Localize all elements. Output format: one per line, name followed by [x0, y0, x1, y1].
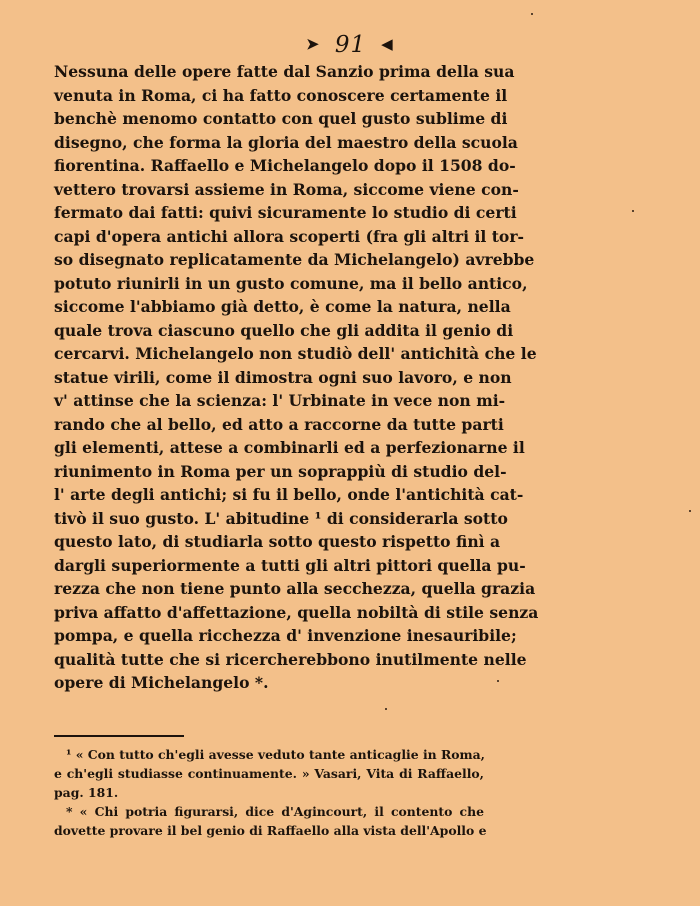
text-line: rezza che non tiene punto alla secchezza, quella grazia [54, 579, 536, 598]
footnote-line: dovette provare il bel genio di Raffaello alla vista dell'Apollo e [54, 823, 487, 838]
text-line: so disegnato replicatamente da Michelangelo) avrebbe [54, 250, 535, 269]
text-line: dargli superiormente a tutti gli altri pittori quella pu- [54, 555, 526, 575]
text-line: pompa, e quella ricchezza d' invenzione inesauribile; [54, 626, 517, 645]
text-line: fiorentina. Raffaello e Michelangelo dopo il 1508 do- [54, 156, 516, 175]
footnote-line: ¹ « Con tutto ch'egli avesse veduto tante anticaglie in Roma, [66, 747, 485, 762]
text-line: capi d'opera antichi allora scoperti (fra gli altri il tor- [54, 226, 525, 246]
text-line: questo lato, di studiarla sotto questo rispetto finì a [54, 532, 501, 551]
footnote-line: * « Chi potria figurarsi, dice d'Agincourt, il contento che [66, 804, 484, 819]
text-line: disegno, che forma la gloria del maestro della scuola [54, 132, 518, 152]
right-ornament-icon: ◀ [381, 35, 394, 53]
paper-speck [531, 13, 533, 15]
page-number: 91 [334, 32, 367, 58]
text-line: qualità tutte che si ricercherebbono inutilmente nelle [54, 649, 527, 669]
paper-speck [689, 510, 691, 512]
text-line: tivò il suo gusto. L' abitudine ¹ di considerarla sotto [54, 508, 508, 528]
text-line: benchè menomo contatto con quel gusto sublime di [54, 109, 508, 128]
text-line: quale trova ciascuno quello che gli addita il genio di [54, 320, 514, 340]
footnotes [54, 745, 487, 840]
text-line: riunimento in Roma per un soprappiù di studio del- [54, 461, 507, 481]
main-text [54, 60, 539, 695]
text-line: fermato dai fatti: quivi sicuramente lo studio di certi [54, 203, 517, 222]
text-line: venuta in Roma, ci ha fatto conoscere certamente il [54, 85, 508, 105]
text-line: statue virili, come il dimostra ogni suo lavoro, e non [54, 367, 512, 387]
text-line: siccome l'abbiamo già detto, è come la natura, nella [54, 297, 511, 316]
footnote-line: pag. 181. [54, 785, 119, 800]
text-line: gli elementi, attese a combinarli ed a perfezionarne il [54, 438, 525, 457]
footnote-line: e ch'egli studiasse continuamente. » Vasari, Vita di Raffaello, [54, 766, 484, 781]
text-line: opere di Michelangelo *. [54, 673, 269, 692]
page-header [0, 31, 700, 58]
text-line: potuto riunirli in un gusto comune, ma il bello antico, [54, 273, 528, 293]
text-line: v' attinse che la scienza: l' Urbinate in vece non mi- [54, 391, 506, 410]
text-line: Nessuna delle opere fatte dal Sanzio prima della sua [54, 62, 515, 81]
paper-speck [632, 210, 634, 212]
left-ornament-icon: ➤ [306, 35, 320, 53]
text-line: rando che al bello, ed atto a raccorne da tutte parti [54, 414, 504, 434]
text-line: cercarvi. Michelangelo non studiò dell' antichità che le [54, 344, 537, 363]
paper-speck [385, 708, 387, 710]
text-line: priva affatto d'affettazione, quella nobiltà di stile senza [54, 602, 539, 622]
text-line: l' arte degli antichi; si fu il bello, onde l'antichità cat- [54, 485, 524, 504]
text-line: vettero trovarsi assieme in Roma, siccome viene con- [54, 179, 519, 199]
footnote-divider [54, 735, 184, 737]
paper-speck [497, 680, 499, 682]
